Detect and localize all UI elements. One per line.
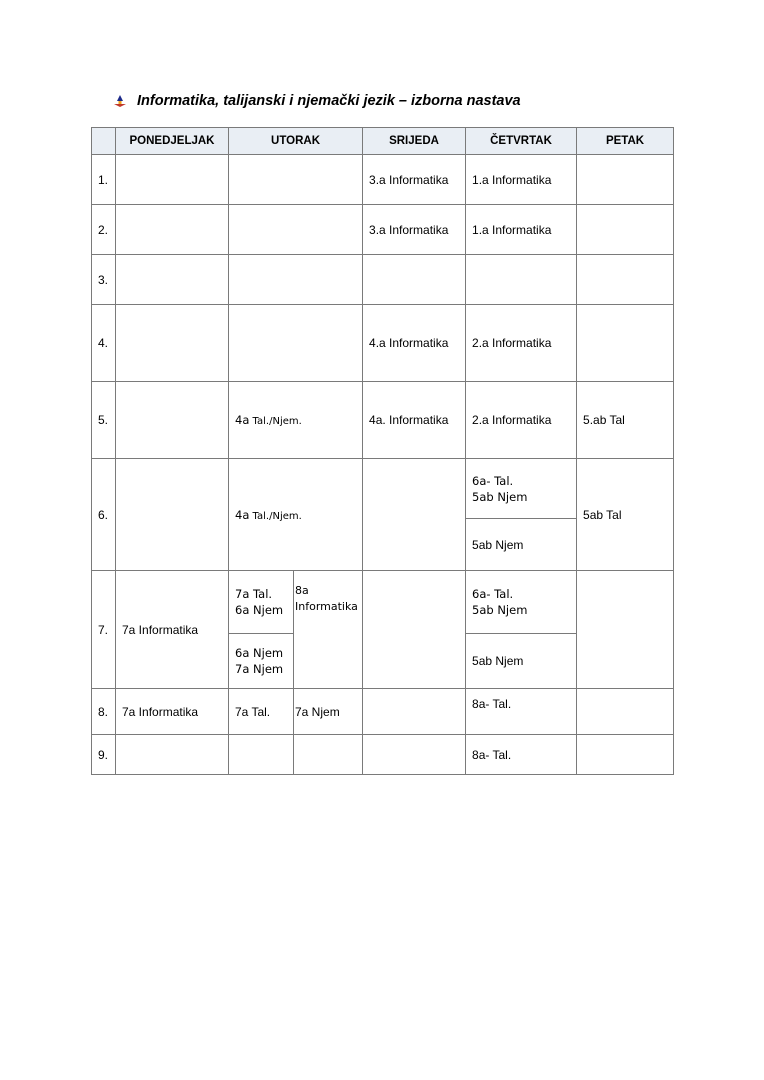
cell-petak bbox=[577, 255, 674, 305]
cell-petak bbox=[577, 735, 674, 775]
cell-utorak-second bbox=[294, 735, 363, 775]
row-number: 5. bbox=[92, 382, 116, 459]
table-row bbox=[92, 255, 674, 305]
row-number: 1. bbox=[92, 155, 116, 205]
cell-utorak bbox=[229, 255, 363, 305]
cell-cetvrtak: 8a- Tal. bbox=[466, 689, 577, 735]
cell-utorak bbox=[229, 382, 363, 459]
cell-cetvrtak: 2.a Informatika bbox=[466, 382, 577, 459]
utorak2-line-2: Informatika bbox=[295, 600, 358, 613]
header-row bbox=[92, 128, 674, 155]
cell-cetvrtak-top bbox=[466, 571, 577, 634]
heading-text: Informatika, talijanski i njemački jezik – izborna nastava bbox=[137, 93, 521, 109]
header-cetvrtak: ČETVRTAK bbox=[466, 128, 577, 155]
cell-srijeda bbox=[363, 459, 466, 571]
table-row bbox=[92, 205, 674, 255]
cell-ponedjeljak bbox=[116, 205, 229, 255]
cell-utorak-top bbox=[229, 571, 294, 634]
cell-utorak: 7a Tal. bbox=[229, 689, 294, 735]
row-number: 9. bbox=[92, 735, 116, 775]
subject-label: Tal./Njem. bbox=[249, 416, 302, 427]
cell-srijeda: 3.a Informatika bbox=[363, 155, 466, 205]
cell-cetvrtak: 8a- Tal. bbox=[466, 735, 577, 775]
cell-petak: 5.ab Tal bbox=[577, 382, 674, 459]
header-utorak: UTORAK bbox=[229, 128, 363, 155]
cell-petak bbox=[577, 155, 674, 205]
utorak2-line-1: 8a bbox=[295, 584, 309, 597]
table-row bbox=[92, 689, 674, 735]
row-number: 6. bbox=[92, 459, 116, 571]
utorak-line-4: 7a Njem bbox=[235, 662, 284, 676]
bullet-arrow-icon bbox=[113, 94, 127, 108]
utorak-line-3: 6a Njem bbox=[235, 646, 284, 660]
cell-srijeda: 3.a Informatika bbox=[363, 205, 466, 255]
table-row bbox=[92, 305, 674, 382]
cell-utorak bbox=[229, 735, 294, 775]
class-label: 4a bbox=[235, 413, 250, 427]
cell-srijeda: 4a. Informatika bbox=[363, 382, 466, 459]
cell-srijeda bbox=[363, 255, 466, 305]
row-number: 8. bbox=[92, 689, 116, 735]
cell-cetvrtak bbox=[466, 255, 577, 305]
cell-ponedjeljak: 7a Informatika bbox=[116, 571, 229, 689]
cell-cetvrtak: 2.a Informatika bbox=[466, 305, 577, 382]
header-corner bbox=[92, 128, 116, 155]
cell-ponedjeljak: 7a Informatika bbox=[116, 689, 229, 735]
cell-petak bbox=[577, 205, 674, 255]
cell-petak bbox=[577, 689, 674, 735]
cell-srijeda: 4.a Informatika bbox=[363, 305, 466, 382]
table-row bbox=[92, 735, 674, 775]
cetvrtak-line-1: 6a- Tal. bbox=[472, 587, 514, 601]
cell-cetvrtak: 1.a Informatika bbox=[466, 155, 577, 205]
cell-ponedjeljak bbox=[116, 382, 229, 459]
cell-utorak-second: 7a Njem bbox=[294, 689, 363, 735]
cell-ponedjeljak bbox=[116, 459, 229, 571]
cell-cetvrtak-bottom: 5ab Njem bbox=[466, 634, 577, 689]
cell-cetvrtak: 1.a Informatika bbox=[466, 205, 577, 255]
cell-petak: 5ab Tal bbox=[577, 459, 674, 571]
table-row bbox=[92, 155, 674, 205]
header-petak: PETAK bbox=[577, 128, 674, 155]
cell-petak bbox=[577, 571, 674, 689]
cell-utorak-bottom bbox=[229, 634, 294, 689]
class-label: 4a bbox=[235, 507, 250, 522]
cell-utorak bbox=[229, 459, 363, 571]
cell-ponedjeljak bbox=[116, 155, 229, 205]
cell-utorak bbox=[229, 155, 363, 205]
row-number: 7. bbox=[92, 571, 116, 689]
cell-ponedjeljak bbox=[116, 255, 229, 305]
utorak-line-1: 7a Tal. bbox=[235, 587, 273, 601]
cell-utorak bbox=[229, 205, 363, 255]
table-row bbox=[92, 571, 674, 634]
cell-utorak bbox=[229, 305, 363, 382]
cetvrtak-line-2: 5ab Njem bbox=[472, 489, 528, 504]
header-ponedjeljak: PONEDJELJAK bbox=[116, 128, 229, 155]
cell-ponedjeljak bbox=[116, 735, 229, 775]
schedule-table bbox=[91, 127, 674, 775]
cell-srijeda bbox=[363, 735, 466, 775]
cell-cetvrtak-bottom: 5ab Njem bbox=[466, 519, 577, 571]
cell-srijeda bbox=[363, 689, 466, 735]
cell-utorak-second bbox=[294, 571, 363, 689]
section-heading bbox=[113, 90, 521, 112]
row-number: 4. bbox=[92, 305, 116, 382]
header-srijeda: SRIJEDA bbox=[363, 128, 466, 155]
subject-label: Tal./Njem. bbox=[249, 510, 302, 522]
utorak-line-2: 6a Njem bbox=[235, 603, 284, 617]
cetvrtak-line-2: 5ab Njem bbox=[472, 603, 528, 617]
table-row bbox=[92, 382, 674, 459]
cell-petak bbox=[577, 305, 674, 382]
row-number: 2. bbox=[92, 205, 116, 255]
table-row bbox=[92, 459, 674, 519]
cetvrtak-line-1: 6a- Tal. bbox=[472, 473, 514, 488]
cell-cetvrtak-top bbox=[466, 459, 577, 519]
row-number: 3. bbox=[92, 255, 116, 305]
cell-ponedjeljak bbox=[116, 305, 229, 382]
cell-srijeda bbox=[363, 571, 466, 689]
